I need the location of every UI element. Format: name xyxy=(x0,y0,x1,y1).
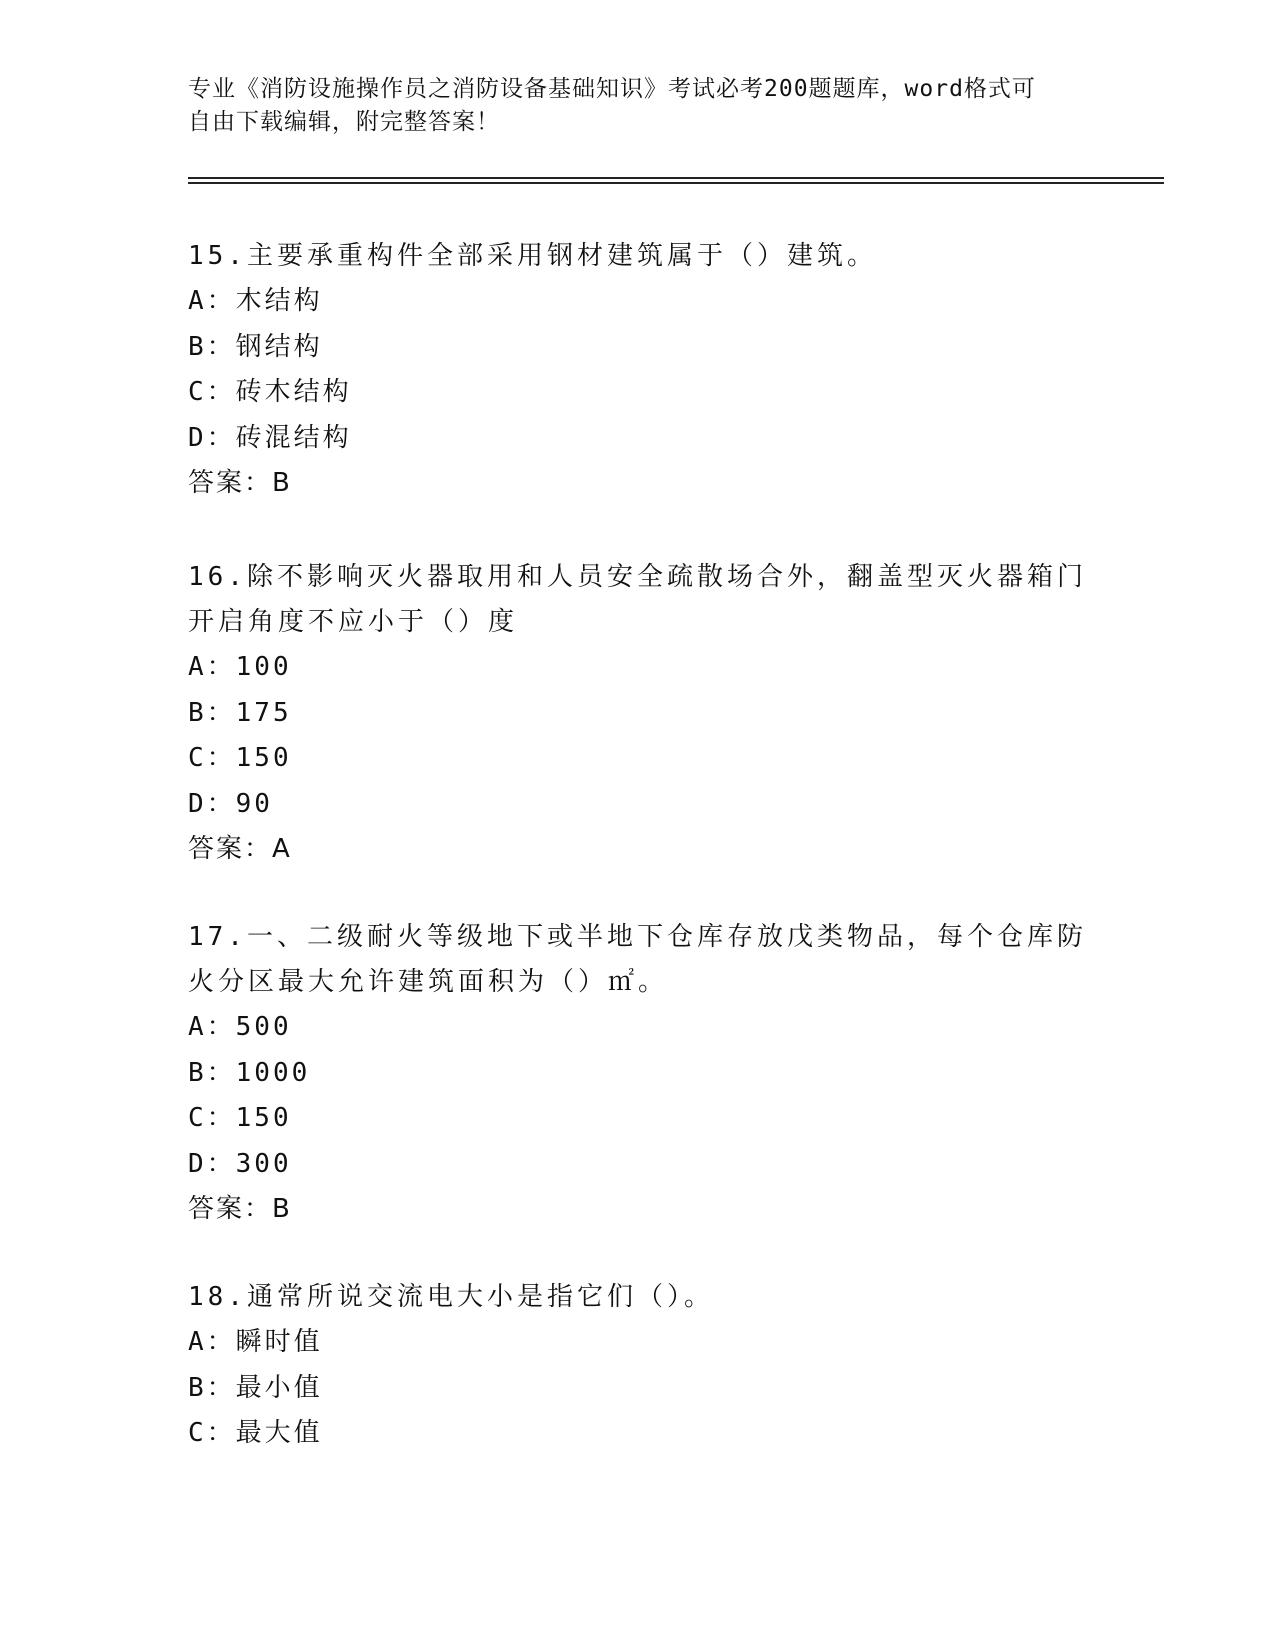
option-c: C：150 xyxy=(188,743,292,773)
question-stem: 16.除不影响灭火器取用和人员安全疏散场合外，翻盖型灭火器箱门开启角度不应小于（）度 xyxy=(188,562,1087,637)
option-a: A：500 xyxy=(188,1012,292,1042)
question-17 xyxy=(188,915,1088,1232)
header-divider-bottom xyxy=(188,182,1164,184)
question-16 xyxy=(188,555,1088,872)
answer-line: 答案：A xyxy=(188,834,292,864)
question-stem: 15.主要承重构件全部采用钢材建筑属于（）建筑。 xyxy=(188,241,877,271)
answer-line: 答案：B xyxy=(188,1194,292,1224)
option-list xyxy=(188,1320,1088,1457)
option-d: D：90 xyxy=(188,788,273,819)
answer-line: 答案：B xyxy=(188,468,292,498)
option-d: D：300 xyxy=(188,1148,292,1179)
option-b: B：钢结构 xyxy=(188,331,323,362)
option-list xyxy=(188,645,1088,827)
header-divider-top xyxy=(188,177,1164,179)
question-stem: 18.通常所说交流电大小是指它们（）。 xyxy=(188,1282,714,1312)
option-c: C：砖木结构 xyxy=(188,377,352,407)
document-header xyxy=(188,73,1088,139)
header-line-2: 自由下载编辑，附完整答案！ xyxy=(188,109,500,135)
option-list xyxy=(188,1005,1088,1187)
option-b: B：175 xyxy=(188,697,292,728)
question-18 xyxy=(188,1275,1088,1457)
question-stem: 17.一、二级耐火等级地下或半地下仓库存放戊类物品，每个仓库防火分区最大允许建筑面积为（）㎡。 xyxy=(188,922,1087,997)
option-c: C：150 xyxy=(188,1103,292,1133)
option-list xyxy=(188,279,1088,461)
option-d: D：砖混结构 xyxy=(188,422,352,453)
option-a: A：木结构 xyxy=(188,286,323,316)
question-15 xyxy=(188,234,1088,506)
option-b: B：1000 xyxy=(188,1057,311,1088)
option-a: A：瞬时值 xyxy=(188,1327,323,1357)
option-b: B：最小值 xyxy=(188,1372,323,1403)
option-c: C：最大值 xyxy=(188,1418,323,1448)
header-line-1: 专业《消防设施操作员之消防设备基础知识》考试必考200题题库，word格式可 xyxy=(188,76,1036,102)
option-a: A：100 xyxy=(188,652,292,682)
